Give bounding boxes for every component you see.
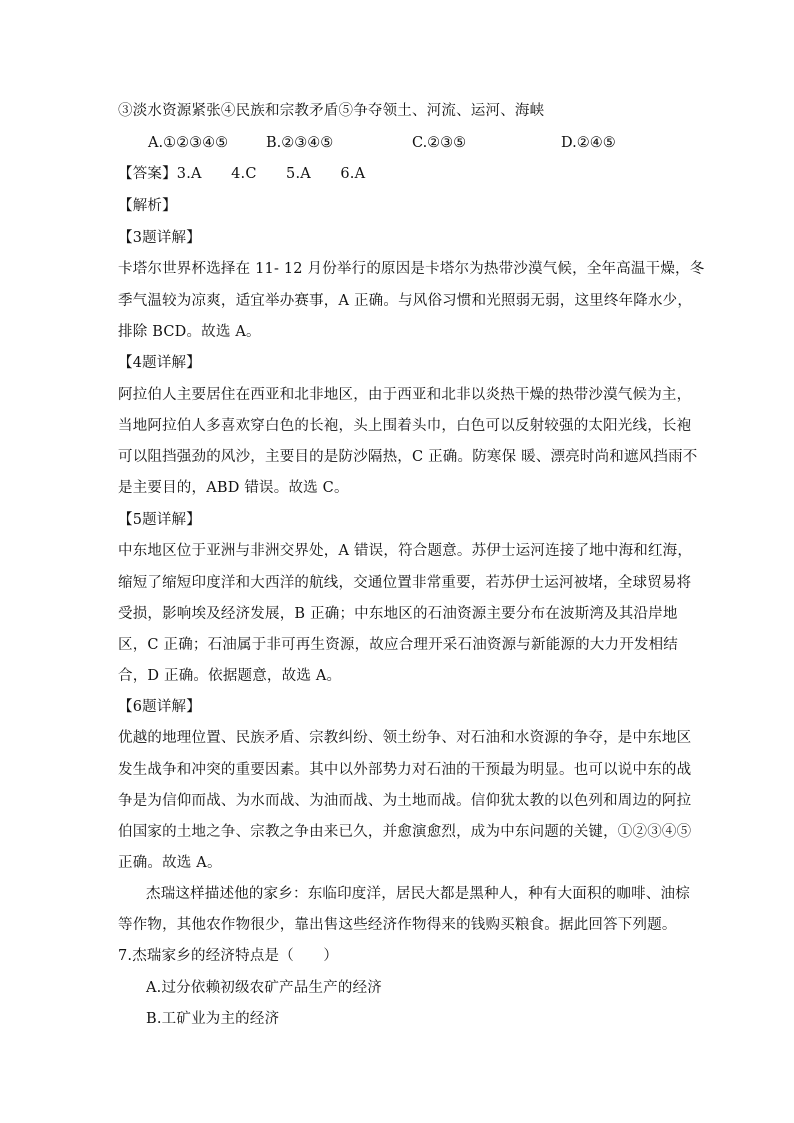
q4-text-2: 当地阿拉伯人多喜欢穿白色的长袍，头上围着头巾，白色可以反射较强的太阳光线，长袍 <box>118 418 692 434</box>
question-7-option-b: B.工矿业为主的经济 <box>146 1011 280 1027</box>
option-d: D.②④⑤ <box>561 135 616 151</box>
option-b: B.②③④⑤ <box>266 135 334 151</box>
q6-text-5: 正确。故选 A。 <box>118 855 222 871</box>
question-7-stem: 7.杰瑞家乡的经济特点是（ ） <box>118 948 339 964</box>
q4-heading: 【4题详解】 <box>118 355 201 371</box>
q5-text-3: 受损，影响埃及经济发展，B 正确；中东地区的石油资源主要分布在波斯湾及其沿岸地 <box>118 606 678 622</box>
q3-text-2: 季气温较为凉爽，适宜举办赛事，A 正确。与风俗习惯和光照弱无弱，这里终年降水少， <box>118 293 693 309</box>
q4-text-1: 阿拉伯人主要居住在西亚和北非地区，由于西亚和北非以炎热干燥的热带沙漠气候为主， <box>118 387 692 403</box>
q3-text-1: 卡塔尔世界杯选择在 11- 12 月份举行的原因是卡塔尔为热带沙漠气候，全年高温干燥，冬 <box>118 261 705 277</box>
q6-text-3: 争是为信仰而战、为水而战、为油而战、为土地而战。信仰犹太教的以色列和周边的阿拉 <box>118 793 692 809</box>
q4-text-4: 是主要目的，ABD 错误。故选 C。 <box>118 480 349 496</box>
q5-heading: 【5题详解】 <box>118 512 201 528</box>
q6-text-2: 发生战争和冲突的重要因素。其中以外部势力对石油的干预最为明显。也可以说中东的战 <box>118 762 692 778</box>
answer-line: 【答案】3.A 4.C 5.A 6.A <box>118 166 366 182</box>
analysis-heading: 【解析】 <box>118 198 177 214</box>
q3-text-3: 排除 BCD。故选 A。 <box>118 324 261 340</box>
q6-text-1: 优越的地理位置、民族矛盾、宗教纠纷、领土纷争、对石油和水资源的争夺，是中东地区 <box>118 730 692 746</box>
option-a: A.①②③④⑤ <box>148 135 229 151</box>
q6-heading: 【6题详解】 <box>118 699 201 715</box>
q5-text-4: 区，C 正确；石油属于非可再生资源，故应合理开采石油资源与新能源的大力开发相结 <box>118 637 679 653</box>
q3-heading: 【3题详解】 <box>118 230 201 246</box>
question-option-text: ③淡水资源紧张④民族和宗教矛盾⑤争夺领土、河流、运河、海峡 <box>118 103 545 119</box>
q5-text-5: 合，D 正确。依据题意，故选 A。 <box>118 668 342 684</box>
passage-text-1: 杰瑞这样描述他的家乡：东临印度洋，居民大都是黑种人，种有大面积的咖啡、油棕 <box>146 886 690 902</box>
option-c: C.②③⑤ <box>412 135 467 151</box>
q6-text-4: 伯国家的土地之争、宗教之争由来已久，并愈演愈烈，成为中东问题的关键，①②③④⑤ <box>118 824 692 840</box>
q5-text-1: 中东地区位于亚洲与非洲交界处，A 错误，符合题意。苏伊士运河连接了地中海和红海， <box>118 543 693 559</box>
q5-text-2: 缩短了缩短印度洋和大西洋的航线，交通位置非常重要，若苏伊士运河被堵，全球贸易将 <box>118 575 692 591</box>
passage-text-2: 等作物，其他农作物很少，靠出售这些经济作物得来的钱购买粮食。据此回答下列题。 <box>118 917 677 933</box>
q4-text-3: 可以阻挡强劲的风沙，主要目的是防沙隔热，C 正确。防寒保 暖、漂亮时尚和遮风挡雨不 <box>118 449 698 465</box>
question-7-option-a: A.过分依赖初级农矿产品生产的经济 <box>146 980 382 996</box>
